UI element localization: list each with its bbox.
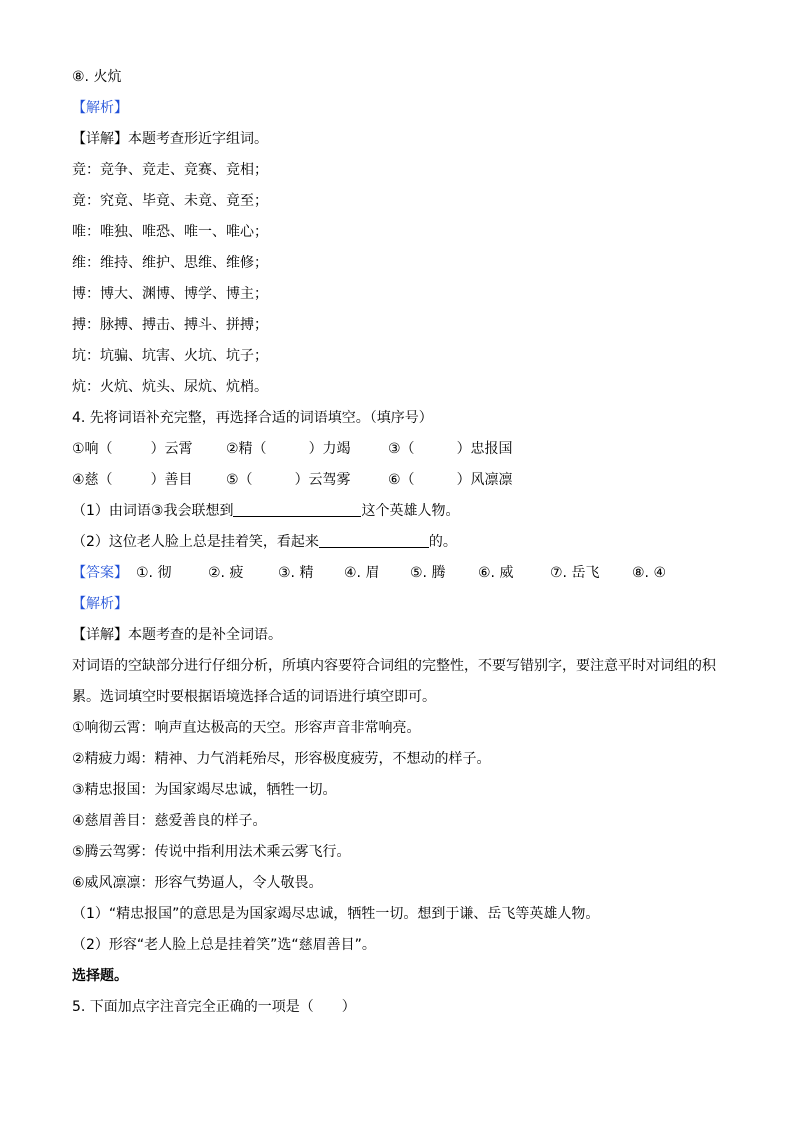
note-line: （1）“精忠报国”的意思是为国家竭尽忠诚，牺牲一切。想到于谦、岳飞等英雄人物。 [72, 906, 600, 922]
answer-row [72, 558, 732, 589]
word-group-line: 炕：火炕、炕头、尿炕、炕梢。 [72, 379, 268, 395]
word-group-line: 博：博大、渊博、博学、博主； [72, 286, 268, 302]
answer-item: ②. 疲 [208, 565, 244, 581]
idiom-cell: ④慈（ ）善目 [72, 472, 193, 488]
idiom-explanation: ②精疲力竭：精神、力气消耗殆尽，形容极度疲劳，不想动的样子。 [72, 751, 491, 767]
answer-item-8: ⑧. 火炕 [72, 69, 122, 85]
detail-intro: 【详解】本题考查的是补全词语。 [72, 627, 282, 643]
analysis-heading: 【解析】 [72, 100, 128, 116]
question-4-part-2: （2）这位老人脸上总是挂着笑，看起来 的。 [72, 527, 732, 558]
answer-item: ③. 精 [278, 565, 314, 581]
word-group-line: 搏：脉搏、搏击、搏斗、拼搏； [72, 317, 268, 333]
idiom-explanation: ③精忠报国：为国家竭尽忠诚，牺牲一切。 [72, 782, 337, 798]
idiom-row-2 [72, 465, 732, 496]
answer-item: ⑥. 威 [478, 565, 514, 581]
idiom-explanation: ①响彻云霄：响声直达极高的天空。形容声音非常响亮。 [72, 720, 421, 736]
word-group-line: 竟：究竟、毕竟、未竟、竟至； [72, 193, 268, 209]
answer-item: ⑧. ④ [632, 565, 667, 581]
answer-item: ④. 眉 [344, 565, 380, 581]
word-group-line: 维：维持、维护、思维、维修； [72, 255, 268, 271]
section-heading: 选择题。 [72, 968, 128, 984]
word-group-line: 坑：坑骗、坑害、火坑、坑子； [72, 348, 268, 364]
word-group-line: 竞：竞争、竞走、竞赛、竞相； [72, 162, 268, 178]
question-5: 5. 下面加点字注音完全正确的一项是（ ） [72, 999, 356, 1015]
paragraph-line: 对词语的空缺部分进行仔细分析，所填内容要符合词组的完整性，不要写错别字，要注意平时对词组的积 [72, 658, 716, 674]
idiom-cell: ⑥（ ）风凛凛 [388, 472, 513, 488]
answer-heading: 【答案】 [72, 565, 128, 581]
question-4: 4. 先将词语补充完整，再选择合适的词语填空。（填序号） [72, 410, 433, 426]
paragraph-line: 累。选词填空时要根据语境选择合适的词语进行填空即可。 [72, 689, 436, 705]
answer-item: ①. 彻 [136, 565, 172, 581]
idiom-cell: ③（ ）忠报国 [388, 441, 513, 457]
word-group-line: 唯：唯独、唯恐、唯一、唯心； [72, 224, 268, 240]
idiom-cell: ⑤（ ）云驾雾 [226, 472, 351, 488]
document-page [72, 62, 732, 1023]
idiom-row-1 [72, 434, 732, 465]
detail-intro: 【详解】本题考查形近字组词。 [72, 131, 268, 147]
answer-item: ⑤. 腾 [410, 565, 446, 581]
question-4-part-1: （1）由词语③我会联想到 这个英雄人物。 [72, 496, 732, 527]
idiom-cell: ①响（ ）云霄 [72, 441, 193, 457]
idiom-explanation: ④慈眉善目：慈爱善良的样子。 [72, 813, 267, 829]
analysis-heading: 【解析】 [72, 596, 128, 612]
fill-blank[interactable] [319, 531, 429, 548]
idiom-explanation: ⑤腾云驾雾：传说中指利用法术乘云雾飞行。 [72, 844, 351, 860]
idiom-cell: ②精（ ）力竭 [226, 441, 351, 457]
fill-blank[interactable] [233, 500, 361, 517]
idiom-explanation: ⑥威风凛凛：形容气势逼人，令人敬畏。 [72, 875, 323, 891]
note-line: （2）形容“老人脸上总是挂着笑”选“慈眉善目”。 [72, 937, 376, 953]
answer-item: ⑦. 岳飞 [550, 565, 600, 581]
